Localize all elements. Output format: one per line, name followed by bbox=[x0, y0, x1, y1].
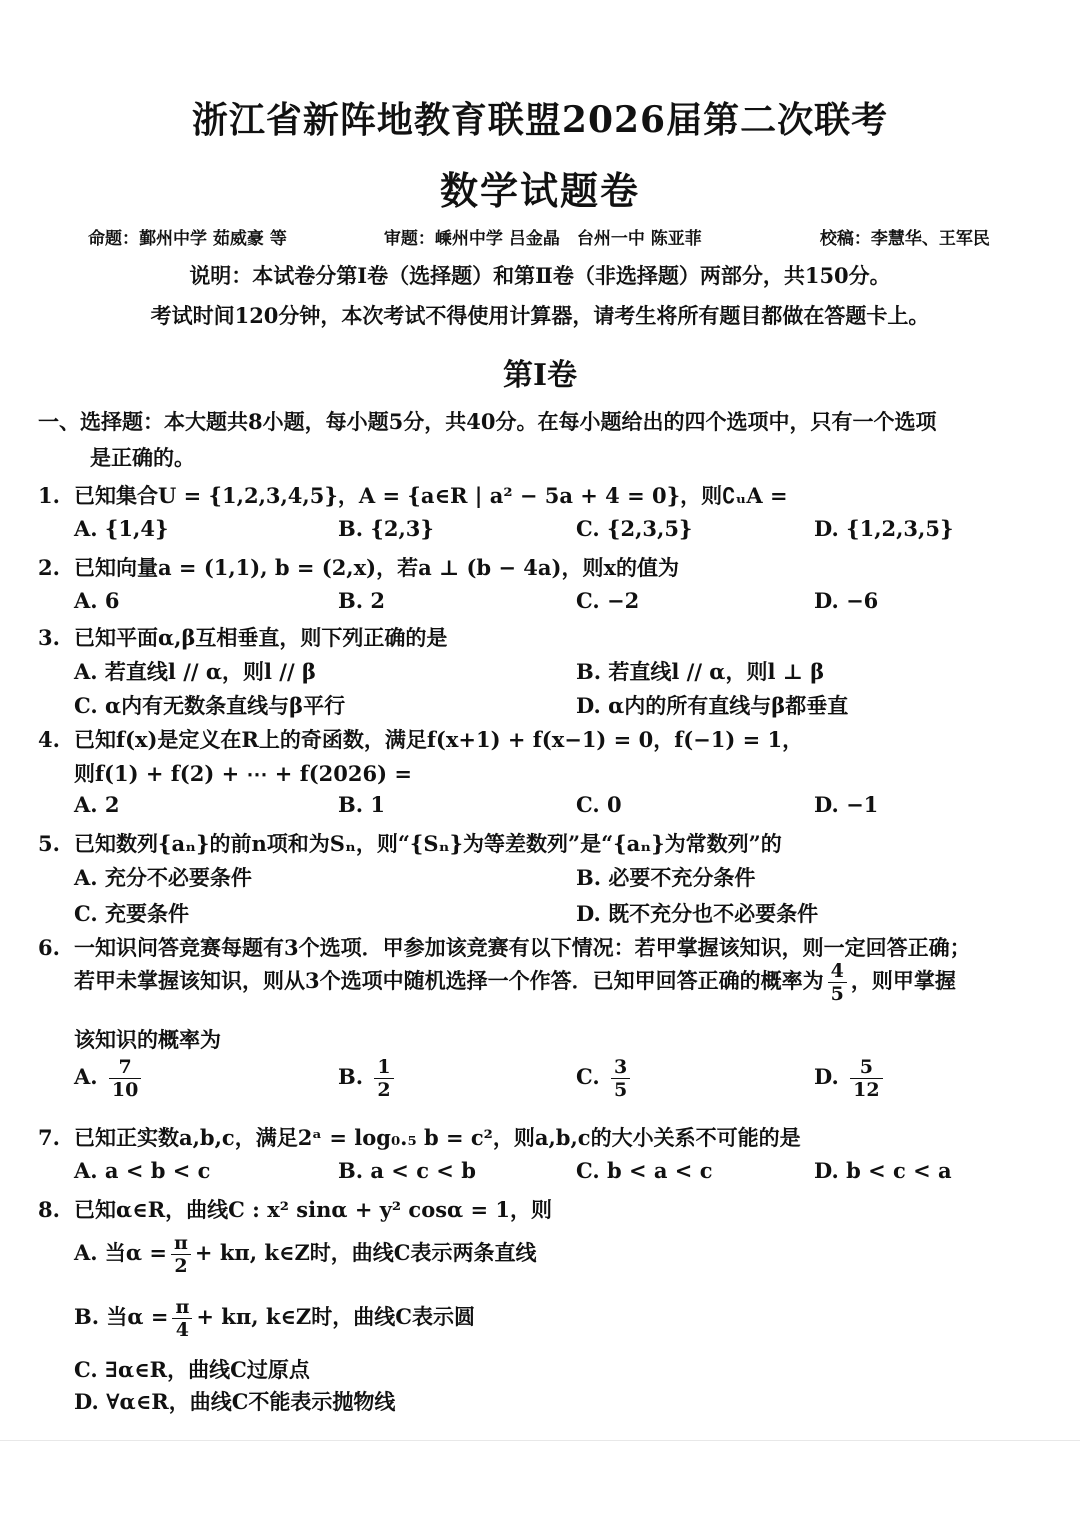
option-a: A. {1,4} bbox=[74, 516, 169, 541]
denominator: 2 bbox=[377, 1079, 391, 1101]
option-c bbox=[576, 1056, 634, 1101]
question-number: 5. bbox=[38, 831, 60, 856]
denominator: 10 bbox=[111, 1079, 139, 1101]
numerator: 1 bbox=[374, 1056, 393, 1079]
question-stem: 已知f(x)是定义在R上的奇函数，满足f(x+1) + f(x−1) = 0，f(−1) = 1， bbox=[74, 727, 804, 752]
option-text: + kπ, k∈Z时，曲线C表示两条直线 bbox=[194, 1240, 537, 1265]
numerator: 3 bbox=[611, 1056, 630, 1079]
question-4 bbox=[38, 724, 803, 754]
option-b: B. 2 bbox=[338, 588, 385, 613]
stem-text: 若甲未掌握该知识，则从3个选项中随机选择一个作答．已知甲回答正确的概率为 bbox=[74, 968, 824, 993]
question-stem: 已知向量a = (1,1), b = (2,x)，若a ⊥ (b − 4a)，则x的值为 bbox=[74, 555, 679, 580]
option-b: B. 若直线l // α，则l ⊥ β bbox=[576, 659, 825, 684]
fraction bbox=[828, 960, 847, 1005]
question-8 bbox=[38, 1194, 552, 1224]
denominator: 2 bbox=[174, 1255, 188, 1277]
option-a: A. 充分不必要条件 bbox=[74, 865, 252, 890]
question-5 bbox=[38, 828, 782, 858]
numerator: π bbox=[172, 1296, 192, 1319]
question-6 bbox=[38, 932, 971, 962]
option-b: B. 必要不充分条件 bbox=[576, 865, 756, 890]
option-text: 当α = bbox=[106, 1304, 169, 1329]
fraction bbox=[109, 1056, 141, 1101]
exam-note-2: 考试时间120分钟，本次考试不得使用计算器，请考生将所有题目都做在答题卡上。 bbox=[150, 303, 930, 328]
option-a: A. 若直线l // α，则l // β bbox=[74, 659, 316, 684]
numerator: 5 bbox=[850, 1056, 882, 1079]
option-label: A. bbox=[74, 1064, 98, 1089]
option-label: D. bbox=[814, 1064, 839, 1089]
option-label: B. bbox=[338, 1064, 364, 1089]
option-b: B. {2,3} bbox=[338, 516, 434, 541]
option-c: C. −2 bbox=[576, 588, 640, 613]
exam-subtitle: 数学试题卷 bbox=[439, 168, 640, 213]
credits-author: 命题：鄞州中学 茹威豪 等 bbox=[88, 229, 287, 249]
option-text: + kπ, k∈Z时，曲线C表示圆 bbox=[196, 1304, 475, 1329]
option-c: C. 0 bbox=[576, 792, 622, 817]
denominator: 5 bbox=[830, 983, 844, 1005]
credits-proof: 校稿：李慧华、王军民 bbox=[819, 229, 990, 249]
option-a: A. 2 bbox=[74, 792, 120, 817]
question-1 bbox=[38, 480, 788, 510]
question-7 bbox=[38, 1122, 801, 1152]
question-stem: 一知识问答竞赛每题有3个选项．甲参加该竞赛有以下情况：若甲掌握该知识，则一定回答正确； bbox=[74, 935, 971, 960]
numerator: π bbox=[171, 1232, 191, 1255]
question-stem: 已知集合U = {1,2,3,4,5}，A = {a∈R | a² − 5a + 4 = 0}，则∁ᵤA = bbox=[74, 483, 788, 508]
option-d: D. −6 bbox=[814, 588, 879, 613]
option-a: A. a < b < c bbox=[74, 1158, 211, 1183]
fraction bbox=[850, 1056, 882, 1101]
option-text: 当α = bbox=[104, 1240, 167, 1265]
numerator: 7 bbox=[109, 1056, 141, 1079]
option-b bbox=[338, 1056, 398, 1101]
option-d bbox=[814, 1056, 887, 1101]
option-b bbox=[74, 1296, 475, 1341]
option-a bbox=[74, 1232, 537, 1277]
option-label: C. bbox=[576, 1064, 600, 1089]
option-label: A. bbox=[74, 1240, 98, 1265]
numerator: 4 bbox=[828, 960, 847, 983]
exam-note-1: 说明：本试卷分第Ⅰ卷（选择题）和第Ⅱ卷（非选择题）两部分，共150分。 bbox=[189, 263, 891, 288]
page-bottom-divider bbox=[0, 1440, 1080, 1441]
question-number: 4. bbox=[38, 727, 60, 752]
option-d: D. b < c < a bbox=[814, 1158, 952, 1183]
fraction bbox=[611, 1056, 630, 1101]
question-3 bbox=[38, 622, 447, 652]
option-text: ∀α∈R，曲线C不能表示抛物线 bbox=[106, 1389, 396, 1414]
option-c: C. {2,3,5} bbox=[576, 516, 693, 541]
question-4-stem-2: 则f(1) + f(2) + ⋯ + f(2026) = bbox=[74, 761, 412, 786]
credits-review: 审题：嵊州中学 吕金晶 台州一中 陈亚菲 bbox=[383, 229, 702, 249]
option-label: D. bbox=[74, 1389, 99, 1414]
section-title: 第Ⅰ卷 bbox=[502, 358, 578, 393]
exam-title: 浙江省新阵地教育联盟2026届第二次联考 bbox=[191, 99, 889, 141]
option-d: D. {1,2,3,5} bbox=[814, 516, 954, 541]
denominator: 12 bbox=[853, 1079, 880, 1101]
part-instruction-1: 一、选择题：本大题共8小题，每小题5分，共40分。在每小题给出的四个选项中，只有一个选项 bbox=[38, 409, 937, 434]
question-number: 6. bbox=[38, 935, 60, 960]
option-c: C. α内有无数条直线与β平行 bbox=[74, 693, 346, 718]
question-number: 2. bbox=[38, 555, 60, 580]
question-stem: 已知平面α,β互相垂直，则下列正确的是 bbox=[74, 625, 448, 650]
question-2 bbox=[38, 552, 679, 582]
option-b: B. 1 bbox=[338, 792, 385, 817]
stem-text: ，则甲掌握 bbox=[850, 968, 956, 993]
option-c: C. b < a < c bbox=[576, 1158, 713, 1183]
option-c: C. 充要条件 bbox=[74, 901, 189, 926]
option-text: ∃α∈R，曲线C过原点 bbox=[104, 1357, 310, 1382]
part-instruction-2: 是正确的。 bbox=[90, 445, 195, 470]
fraction bbox=[172, 1296, 192, 1341]
option-d: D. α内的所有直线与β都垂直 bbox=[576, 693, 849, 718]
question-number: 1. bbox=[38, 483, 60, 508]
question-6-stem-3: 该知识的概率为 bbox=[74, 1027, 221, 1052]
option-d: D. −1 bbox=[814, 792, 879, 817]
question-number: 8. bbox=[38, 1197, 60, 1222]
question-number: 7. bbox=[38, 1125, 60, 1150]
option-d bbox=[74, 1386, 395, 1416]
denominator: 5 bbox=[613, 1079, 628, 1101]
fraction bbox=[171, 1232, 191, 1277]
option-label: C. bbox=[74, 1357, 98, 1382]
denominator: 4 bbox=[175, 1319, 190, 1341]
option-c bbox=[74, 1354, 310, 1384]
option-label: B. bbox=[74, 1304, 100, 1329]
option-d: D. 既不充分也不必要条件 bbox=[576, 901, 819, 926]
credits-line bbox=[88, 224, 990, 249]
question-6-stem-2 bbox=[74, 960, 956, 1005]
question-stem: 已知α∈R，曲线C : x² sinα + y² cosα = 1，则 bbox=[74, 1197, 553, 1222]
question-stem: 已知数列{aₙ}的前n项和为Sₙ，则“{Sₙ}为等差数列”是“{aₙ}为常数列”的 bbox=[74, 831, 782, 856]
question-stem: 已知正实数a,b,c，满足2ᵃ = log₀.₅ b = c²，则a,b,c的大小关系不可能的是 bbox=[74, 1125, 801, 1150]
question-number: 3. bbox=[38, 625, 60, 650]
fraction bbox=[374, 1056, 393, 1101]
option-b: B. a < c < b bbox=[338, 1158, 476, 1183]
option-a: A. 6 bbox=[74, 588, 120, 613]
option-a bbox=[74, 1056, 145, 1101]
